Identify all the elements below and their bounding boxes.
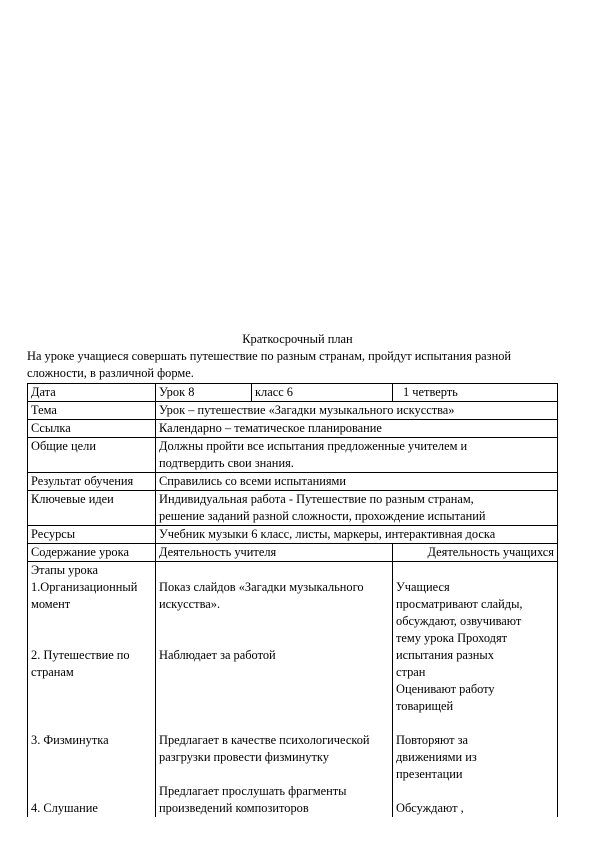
students-line-1: Учащиеся bbox=[396, 580, 450, 594]
content-header: Содержание урока bbox=[28, 544, 156, 562]
students-line-12: Обсуждают , bbox=[396, 801, 464, 815]
lesson-number: Урок 8 bbox=[156, 384, 252, 402]
teacher-2: Наблюдает за работой bbox=[159, 648, 276, 662]
intro-paragraph: На уроке учащиеся совершать путешествие по разным странам, пройдут испытания разной сложности, в различной форме. bbox=[27, 349, 512, 380]
students-line-3: обсуждают, озвучивают bbox=[396, 614, 522, 628]
table-row-stages bbox=[28, 562, 558, 818]
lesson-plan-table bbox=[27, 383, 558, 817]
table-row-resources bbox=[28, 526, 558, 544]
result-value: Справились со всеми испытаниями bbox=[156, 473, 558, 491]
goals-value bbox=[156, 438, 558, 473]
students-line-7: Оценивают работу bbox=[396, 682, 495, 696]
teacher-1-line-1: Показ слайдов «Загадки музыкального bbox=[159, 580, 364, 594]
students-line-2: просматривают слайды, bbox=[396, 597, 523, 611]
teacher-activity-cell bbox=[156, 562, 393, 818]
stage-1-line-2: момент bbox=[31, 597, 71, 611]
teacher-header: Деятельность учителя bbox=[156, 544, 393, 562]
table-row-goals bbox=[28, 438, 558, 473]
resources-label: Ресурсы bbox=[28, 526, 156, 544]
students-line-10: движениями из bbox=[396, 750, 477, 764]
stage-2-line-2: странам bbox=[31, 665, 74, 679]
topic-label: Тема bbox=[28, 402, 156, 420]
ideas-value bbox=[156, 491, 558, 526]
link-value: Календарно – тематическое планирование bbox=[156, 420, 558, 438]
table-row-topic bbox=[28, 402, 558, 420]
table-row-ideas bbox=[28, 491, 558, 526]
teacher-4-line-2: произведений композиторов bbox=[159, 801, 309, 815]
date-label: Дата bbox=[28, 384, 156, 402]
teacher-4-line-1: Предлагает прослушать фрагменты bbox=[159, 784, 347, 798]
teacher-3-line-2: разгрузки провести физминутку bbox=[159, 750, 329, 764]
students-line-11: презентации bbox=[396, 767, 463, 781]
quarter-value: 1 четверть bbox=[403, 385, 458, 399]
table-row-date bbox=[28, 384, 558, 402]
teacher-1-line-2: искусства». bbox=[159, 597, 221, 611]
link-label: Ссылка bbox=[28, 420, 156, 438]
quarter-cell bbox=[393, 384, 558, 402]
ideas-line-2: решение заданий разной сложности, прохождение испытаний bbox=[159, 509, 486, 523]
table-row-activity-header bbox=[28, 544, 558, 562]
resources-value: Учебник музыки 6 класс, листы, маркеры, интерактивная доска bbox=[156, 526, 558, 544]
stage-4: 4. Слушание bbox=[31, 801, 98, 815]
stages-title: Этапы урока bbox=[31, 563, 99, 577]
students-line-5: испытания разных bbox=[396, 648, 494, 662]
students-line-6: стран bbox=[396, 665, 426, 679]
students-line-4: тему урока Проходят bbox=[396, 631, 508, 645]
students-line-8: товарищей bbox=[396, 699, 454, 713]
stage-3: 3. Физминутка bbox=[31, 733, 109, 747]
students-header: Деятельность учащихся bbox=[393, 544, 558, 562]
document-title: Краткосрочный план bbox=[242, 332, 353, 346]
grade-value: класс 6 bbox=[255, 385, 293, 399]
teacher-3-line-1: Предлагает в качестве психологической bbox=[159, 733, 370, 747]
table-row-link bbox=[28, 420, 558, 438]
grade-cell bbox=[252, 384, 393, 402]
goals-label: Общие цели bbox=[28, 438, 156, 473]
ideas-line-1: Индивидуальная работа - Путешествие по разным странам, bbox=[159, 492, 474, 506]
stage-2-line-1: 2. Путешествие по bbox=[31, 648, 130, 662]
students-activity-cell bbox=[393, 562, 558, 818]
stage-1-line-1: 1.Организационный bbox=[31, 580, 138, 594]
stages-cell bbox=[28, 562, 156, 818]
topic-value: Урок – путешествие «Загадки музыкального искусства» bbox=[156, 402, 558, 420]
ideas-label: Ключевые идеи bbox=[28, 491, 156, 526]
table-row-result bbox=[28, 473, 558, 491]
result-label: Результат обучения bbox=[28, 473, 156, 491]
goals-line-2: подтвердить свои знания. bbox=[159, 456, 294, 470]
students-line-9: Повторяют за bbox=[396, 733, 469, 747]
goals-line-1: Должны пройти все испытания предложенные учителем и bbox=[159, 439, 468, 453]
